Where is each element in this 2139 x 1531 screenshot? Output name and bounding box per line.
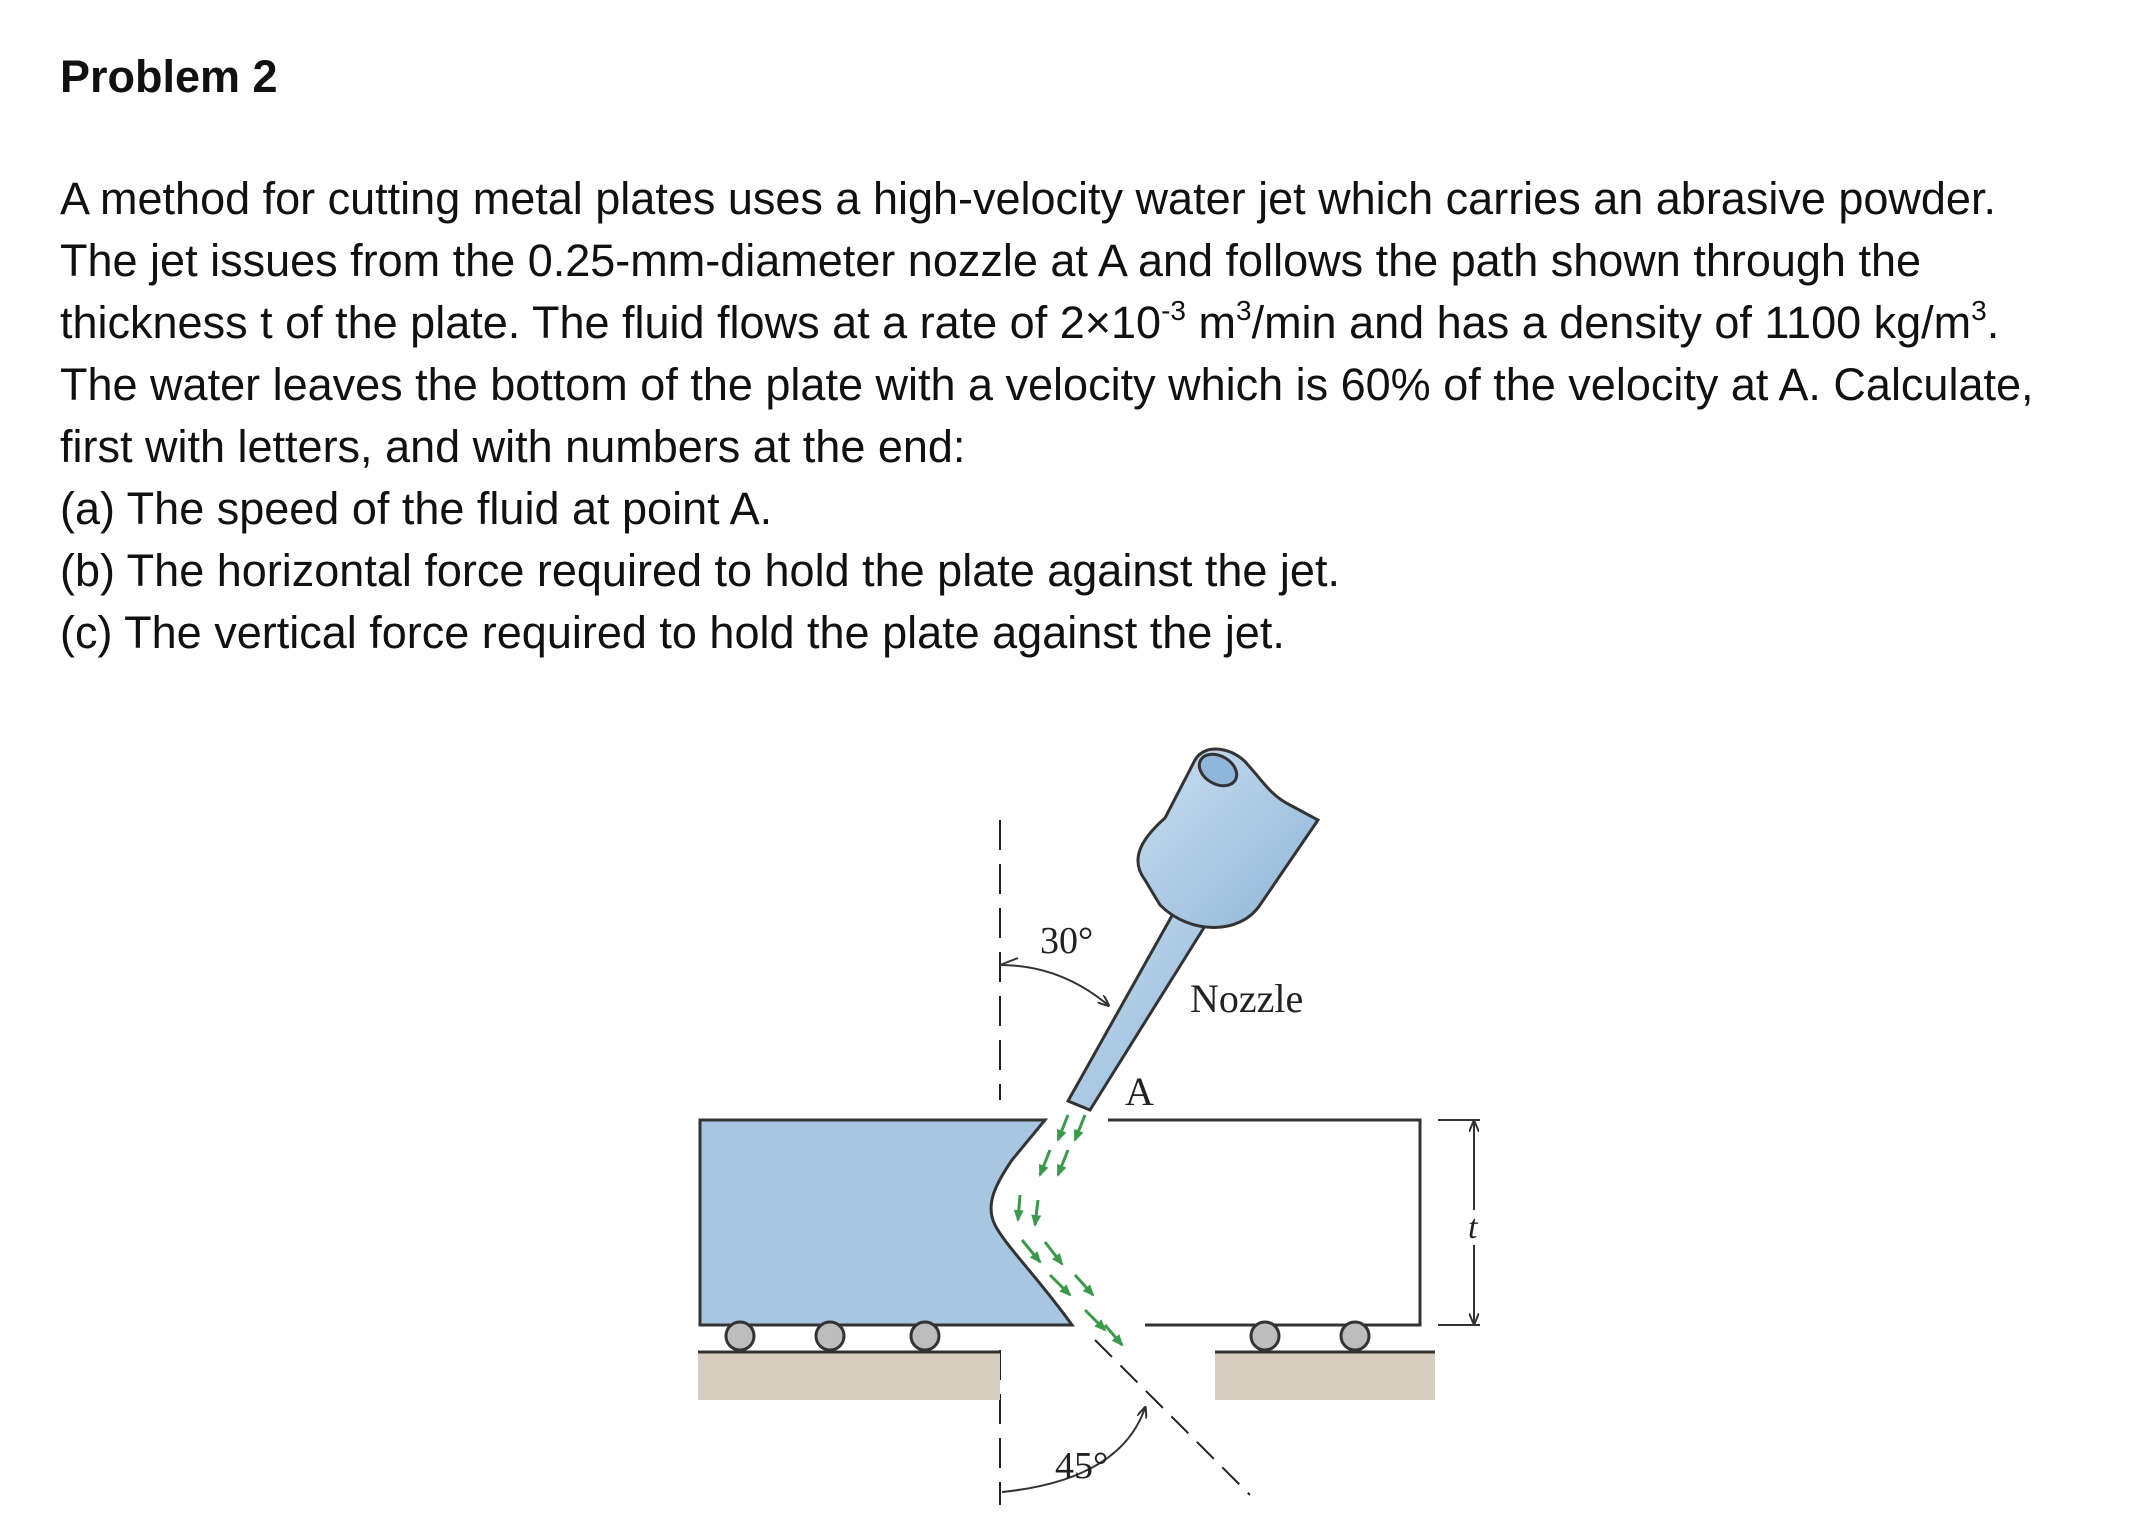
angle-30-arc [1000, 965, 1108, 1005]
roller [726, 1322, 754, 1350]
flow-rate-text: thickness t of the plate. The fluid flows at a rate of 2×10 [60, 297, 1162, 348]
part-a: (a) The speed of the fluid at point A. [60, 483, 773, 534]
water-jet-figure [660, 730, 1480, 1525]
ground-right [1215, 1352, 1435, 1400]
density-text: /min and has a density of 1100 kg/m [1251, 297, 1972, 348]
statement-line-1: A method for cutting metal plates uses a high-velocity water jet which carries an abrasive powder. [60, 173, 1996, 224]
angle-30-start-tick [1000, 958, 1018, 965]
unit-m: m [1185, 297, 1236, 348]
point-a-label: A [1125, 1069, 1154, 1114]
roller [911, 1322, 939, 1350]
roller [1341, 1322, 1369, 1350]
statement-line-3 [60, 292, 2120, 354]
problem-title: Problem 2 [60, 51, 278, 102]
plate-left-cut [700, 1120, 1072, 1325]
line-3-end: . [1986, 297, 2000, 348]
exponent-minus-3: -3 [1161, 295, 1186, 326]
statement-line-2: The jet issues from the 0.25-mm-diameter nozzle at A and follows the path shown through the [60, 235, 1921, 286]
statement-line-5: first with letters, and with numbers at the end: [60, 421, 966, 472]
ground-left [698, 1352, 1000, 1400]
angle-30-label: 30° [1040, 920, 1094, 962]
statement-line-4: The water leaves the bottom of the plate with a velocity which is 60% of the velocity at A. Calculate, [60, 359, 2034, 410]
nozzle-label: Nozzle [1190, 976, 1304, 1021]
part-b: (b) The horizontal force required to hold the plate against the jet. [60, 545, 1340, 596]
angle-45-label: 45° [1055, 1445, 1109, 1487]
exponent-3: 3 [1235, 295, 1252, 326]
plate-right [1108, 1120, 1420, 1325]
exponent-3-density: 3 [1971, 295, 1987, 326]
roller [1251, 1322, 1279, 1350]
problem-statement [60, 168, 2120, 664]
roller [816, 1322, 844, 1350]
part-c: (c) The vertical force required to hold the plate against the jet. [60, 607, 1285, 658]
water-jet-diagram [660, 730, 1480, 1520]
thickness-t-label: t [1468, 1209, 1478, 1246]
